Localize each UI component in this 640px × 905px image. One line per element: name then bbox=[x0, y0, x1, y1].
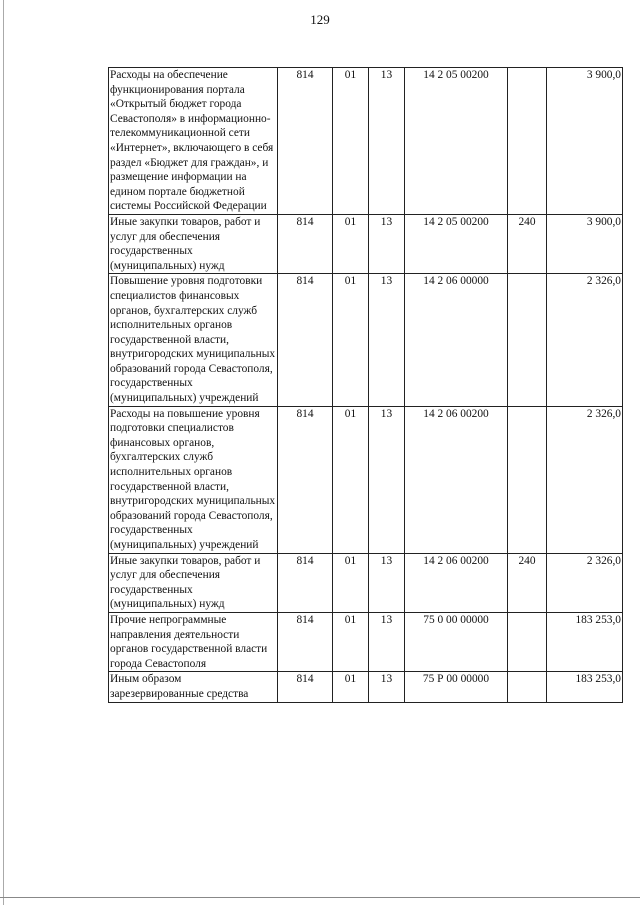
row-amount: 183 253,0 bbox=[547, 612, 623, 671]
row-gr-code: 814 bbox=[278, 274, 333, 406]
row-section-code: 01 bbox=[333, 672, 369, 702]
row-amount: 2 326,0 bbox=[547, 406, 623, 553]
page-number: 129 bbox=[310, 12, 330, 27]
row-name: Иным образом зарезервированные средства bbox=[109, 672, 278, 702]
row-expense-type: 240 bbox=[508, 553, 547, 612]
table-row bbox=[109, 553, 623, 612]
table-row bbox=[109, 612, 623, 671]
row-name: Расходы на обеспечение функционирования портала «Открытый бюджет города Севастополя» в информационно-телекоммуникационной сети «Интернет», включающего в себя раздел «Бюджет для граждан», и размещение информации на едином портале бюджетной системы Российской Федерации bbox=[109, 68, 278, 215]
row-section-code: 01 bbox=[333, 612, 369, 671]
row-section-code: 01 bbox=[333, 214, 369, 273]
row-gr-code: 814 bbox=[278, 553, 333, 612]
row-name: Иные закупки товаров, работ и услуг для обеспечения государственных (муниципальных) нужд bbox=[109, 553, 278, 612]
row-name: Повышение уровня подготовки специалистов финансовых органов, бухгалтерских служб исполнительных органов государственной власти, внутригородских муниципальных образований города Севастополя, государственных (муниципальных) учреждений bbox=[109, 274, 278, 406]
row-section-code: 01 bbox=[333, 68, 369, 215]
row-subsection-code: 13 bbox=[369, 406, 405, 553]
row-expense-type bbox=[508, 274, 547, 406]
row-subsection-code: 13 bbox=[369, 214, 405, 273]
scan-bottom-edge bbox=[0, 897, 640, 898]
budget-table-body bbox=[109, 68, 623, 703]
row-target-article: 14 2 06 00200 bbox=[405, 553, 508, 612]
row-expense-type bbox=[508, 68, 547, 215]
row-target-article: 75 0 00 00000 bbox=[405, 612, 508, 671]
row-target-article: 14 2 05 00200 bbox=[405, 214, 508, 273]
row-subsection-code: 13 bbox=[369, 672, 405, 702]
row-target-article: 14 2 05 00200 bbox=[405, 68, 508, 215]
table-row bbox=[109, 214, 623, 273]
row-section-code: 01 bbox=[333, 553, 369, 612]
row-amount: 3 900,0 bbox=[547, 214, 623, 273]
row-subsection-code: 13 bbox=[369, 612, 405, 671]
row-gr-code: 814 bbox=[278, 672, 333, 702]
table-row bbox=[109, 672, 623, 702]
row-amount: 2 326,0 bbox=[547, 274, 623, 406]
row-expense-type: 240 bbox=[508, 214, 547, 273]
row-name: Расходы на повышение уровня подготовки специалистов финансовых органов, бухгалтерских служб исполнительных органов государственной власти, внутригородских муниципальных образований города Севастополя, государственных (муниципальных) учреждений bbox=[109, 406, 278, 553]
row-subsection-code: 13 bbox=[369, 68, 405, 215]
row-amount: 183 253,0 bbox=[547, 672, 623, 702]
row-expense-type bbox=[508, 406, 547, 553]
row-expense-type bbox=[508, 612, 547, 671]
row-target-article: 14 2 06 00000 bbox=[405, 274, 508, 406]
row-expense-type bbox=[508, 672, 547, 702]
budget-table bbox=[108, 67, 623, 703]
row-gr-code: 814 bbox=[278, 612, 333, 671]
table-row bbox=[109, 274, 623, 406]
row-gr-code: 814 bbox=[278, 406, 333, 553]
row-gr-code: 814 bbox=[278, 68, 333, 215]
row-section-code: 01 bbox=[333, 406, 369, 553]
row-name: Иные закупки товаров, работ и услуг для обеспечения государственных (муниципальных) нужд bbox=[109, 214, 278, 273]
row-name: Прочие непрограммные направления деятельности органов государственной власти города Севастополя bbox=[109, 612, 278, 671]
row-amount: 3 900,0 bbox=[547, 68, 623, 215]
scan-left-edge bbox=[3, 0, 4, 905]
table-row bbox=[109, 406, 623, 553]
row-subsection-code: 13 bbox=[369, 553, 405, 612]
row-section-code: 01 bbox=[333, 274, 369, 406]
table-row bbox=[109, 68, 623, 215]
row-gr-code: 814 bbox=[278, 214, 333, 273]
row-subsection-code: 13 bbox=[369, 274, 405, 406]
row-target-article: 75 Р 00 00000 bbox=[405, 672, 508, 702]
row-target-article: 14 2 06 00200 bbox=[405, 406, 508, 553]
row-amount: 2 326,0 bbox=[547, 553, 623, 612]
